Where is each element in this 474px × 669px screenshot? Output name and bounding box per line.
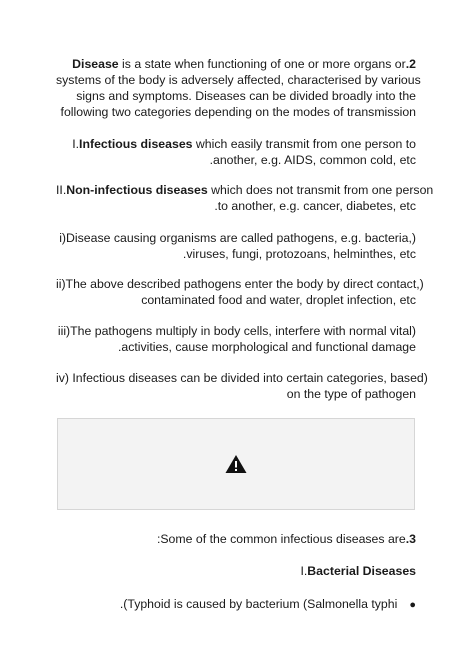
paragraph-point-iii: iii)The pathogens multiply in body cells, interfere with normal vital) .activities, cause morphological and functional damage bbox=[57, 324, 416, 354]
paragraph-common-infectious-diseases: :Some of the common infectious diseases are.3 bbox=[156, 532, 416, 546]
paragraph-point-ii: ii)The above described pathogens enter the body by direct contact,) contaminated food and water, droplet infection, etc bbox=[56, 277, 424, 307]
warning-icon bbox=[225, 454, 247, 474]
paragraph-point-iv: iv) Infectious diseases can be divided into certain categories, based) on the type of pathogen bbox=[56, 371, 428, 401]
heading-bacterial-diseases: I.Bacterial Diseases bbox=[300, 564, 416, 578]
term-non-infectious-diseases: Non-infectious diseases bbox=[66, 183, 208, 197]
bullet-icon: ● bbox=[409, 599, 416, 611]
paragraph-disease-definition: Disease is a state when functioning of one or more organs or.2 systems of the body is adversely affected, characterised by various signs and symptoms. Diseases can be divided broadly into the following two categories depending on the modes of transmission bbox=[56, 57, 421, 119]
section-number: .2 bbox=[405, 57, 416, 71]
term-disease: Disease bbox=[72, 57, 119, 71]
term-infectious-diseases: Infectious diseases bbox=[79, 137, 193, 151]
paragraph-infectious-diseases: I.Infectious diseases which easily transmit from one person to .another, e.g. AIDS, common cold, etc bbox=[72, 137, 416, 167]
section-number: .3 bbox=[405, 532, 416, 546]
image-placeholder bbox=[57, 418, 415, 510]
paragraph-non-infectious-diseases: II.Non-infectious diseases which does not transmit from one person .to another, e.g. cancer, diabetes, etc bbox=[56, 183, 434, 213]
term-bacterial-diseases: Bacterial Diseases bbox=[307, 564, 416, 578]
list-item: .(Typhoid is caused by bacterium (Salmonella typhi ● bbox=[119, 597, 416, 611]
paragraph-point-i: i)Disease causing organisms are called pathogens, e.g. bacteria,) .viruses, fungi, protozoans, helminthes, etc bbox=[59, 231, 416, 261]
